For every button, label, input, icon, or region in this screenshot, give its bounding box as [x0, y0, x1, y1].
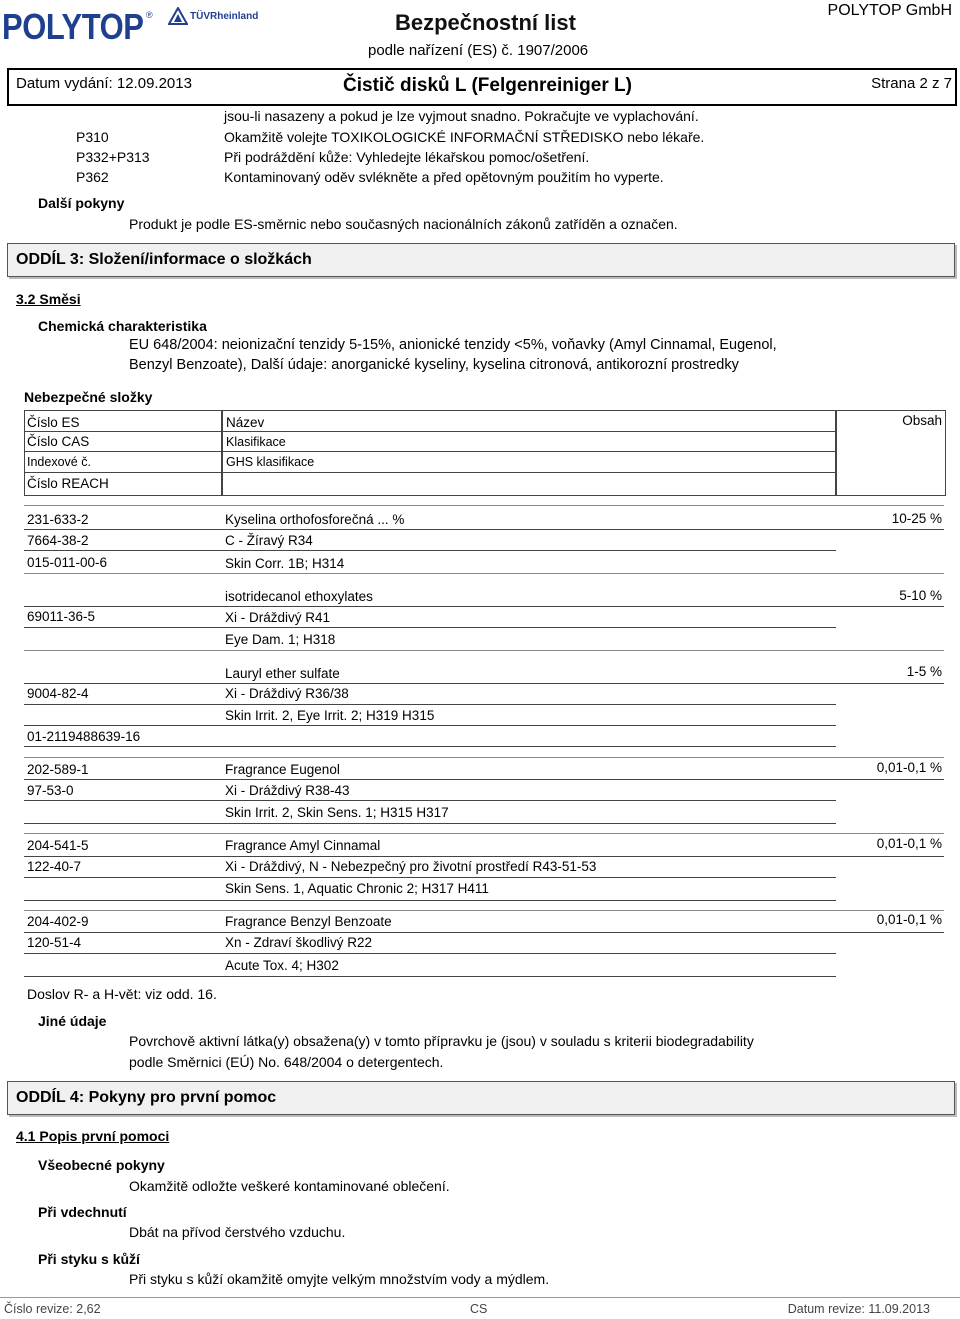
- row-divider: [222, 932, 836, 933]
- header-label: Obsah: [902, 413, 942, 428]
- row-divider: [24, 877, 222, 878]
- row-divider: [222, 704, 836, 705]
- row-divider: [222, 953, 836, 954]
- row-divider: [24, 683, 222, 684]
- component-name: isotridecanol ethoxylates: [225, 589, 373, 604]
- precaution-code: P310: [76, 129, 109, 145]
- content-range: 5-10 %: [899, 588, 942, 603]
- ec-number: 204-541-5: [27, 838, 89, 853]
- component-name: Fragrance Benzyl Benzoate: [225, 914, 392, 929]
- row-divider: [24, 757, 944, 758]
- row-divider: [24, 746, 222, 747]
- cas-number: 69011-36-5: [27, 609, 96, 624]
- precaution-text: jsou-li nasazeny a pokud je lze vyjmout snadno. Pokračujte ve vyplachování.: [224, 108, 699, 124]
- content-range: 0,01-0,1 %: [876, 912, 942, 927]
- company-name: POLYTOP GmbH: [827, 2, 952, 19]
- row-divider: [24, 932, 222, 933]
- component-name: Fragrance Amyl Cinnamal: [225, 838, 381, 853]
- classification: Xi - Dráždivý, N - Nebezpečný pro životní prostředí R43-51-53: [225, 859, 597, 874]
- chem-text-line: Benzyl Benzoate), Další údaje: anorganické kyseliny, kyselina citronová, antikorozní prostredky: [129, 357, 739, 373]
- header-label: Název: [226, 415, 265, 430]
- precaution-text: Při podráždění kůže: Vyhledejte lékařskou pomoc/ošetření.: [224, 149, 590, 165]
- row-divider: [222, 725, 836, 726]
- row-divider: [222, 683, 836, 684]
- ghs-classification: Skin Irrit. 2, Eye Irrit. 2; H319 H315: [225, 708, 435, 723]
- first-aid-text: Okamžitě odložte veškeré kontaminované oblečení.: [129, 1178, 450, 1194]
- cas-number: 7664-38-2: [27, 533, 89, 548]
- chem-label: Chemická charakteristika: [38, 318, 207, 334]
- classification: Xn - Zdraví škodlivý R22: [225, 935, 373, 950]
- row-divider: [836, 932, 944, 933]
- header-label: GHS klasifikace: [226, 455, 315, 469]
- row-divider: [24, 856, 222, 857]
- cas-number: 122-40-7: [27, 859, 82, 874]
- header-label: Číslo CAS: [27, 434, 90, 449]
- subsection-4-1: 4.1 Popis první pomoci: [16, 1128, 170, 1144]
- index-number: 015-011-00-6: [27, 555, 108, 570]
- row-divider: [24, 800, 222, 801]
- row-divider: [24, 833, 944, 834]
- header-label: Číslo ES: [27, 415, 80, 430]
- tuv-triangle-icon: [168, 7, 188, 25]
- ghs-classification: Skin Corr. 1B; H314: [225, 556, 345, 571]
- row-divider: [24, 650, 944, 651]
- section-4-header: [7, 1081, 955, 1115]
- row-divider: [222, 800, 836, 801]
- page-number: Strana 2 z 7: [871, 75, 952, 92]
- content-range: 1-5 %: [906, 664, 942, 679]
- row-divider: [222, 877, 836, 878]
- product-name: Čistič disků L (Felgenreiniger L): [343, 75, 632, 96]
- row-divider: [222, 823, 836, 824]
- classification: Xi - Dráždivý R38-43: [225, 783, 350, 798]
- cas-number: 97-53-0: [27, 783, 74, 798]
- row-divider: [24, 550, 222, 551]
- component-name: Lauryl ether sulfate: [225, 666, 340, 681]
- content-range: 0,01-0,1 %: [876, 836, 942, 851]
- row-divider: [24, 529, 222, 530]
- row-divider: [836, 779, 944, 780]
- chem-text-line: EU 648/2004: neionizační tenzidy 5-15%, anionické tenzidy <5%, voňavky (Amyl Cinnamal, Eugenol,: [129, 337, 777, 353]
- footer-divider: [0, 1297, 960, 1298]
- row-divider: [222, 606, 836, 607]
- row-divider: [222, 779, 836, 780]
- subsection-3-2: 3.2 Směsi: [16, 291, 81, 307]
- section-3-title: ODDÍL 3: Složení/informace o složkách: [16, 251, 312, 268]
- header-label: Indexové č.: [27, 455, 91, 469]
- row-divider: [836, 683, 944, 684]
- other-info-line: podle Směrnici (EÚ) No. 648/2004 o detergentech.: [129, 1054, 444, 1070]
- component-name: Kyselina orthofosforečná ... %: [225, 512, 405, 527]
- ghs-classification: Eye Dam. 1; H318: [225, 632, 336, 647]
- precaution-code: P332+P313: [76, 149, 150, 165]
- first-aid-text: Dbát na přívod čerstvého vzduchu.: [129, 1224, 346, 1240]
- r-h-footnote: Doslov R- a H-vět: viz odd. 16.: [27, 986, 217, 1002]
- row-divider: [222, 431, 836, 432]
- header-divider: [7, 68, 957, 70]
- row-divider: [24, 606, 222, 607]
- reach-number: 01-2119488639-16: [27, 729, 141, 744]
- row-divider: [222, 529, 836, 530]
- row-divider: [222, 976, 836, 977]
- row-divider: [222, 746, 836, 747]
- content-range: 0,01-0,1 %: [876, 760, 942, 775]
- first-aid-text: Při styku s kůží okamžitě omyjte velkým množstvím vody a mýdlem.: [129, 1271, 550, 1287]
- cas-number: 120-51-4: [27, 935, 82, 950]
- cas-number: 9004-82-4: [27, 686, 89, 701]
- content-range: 10-25 %: [891, 511, 942, 526]
- classification: Xi - Dráždivý R36/38: [225, 686, 349, 701]
- document-title: Bezpečnostní list: [395, 10, 576, 35]
- row-divider: [24, 823, 222, 824]
- row-divider: [222, 472, 836, 473]
- first-aid-label: Při vdechnutí: [38, 1204, 127, 1220]
- row-divider: [24, 704, 222, 705]
- classification: Xi - Dráždivý R41: [225, 610, 331, 625]
- row-divider: [222, 550, 836, 551]
- revision-number: Číslo revize: 2,62: [4, 1302, 101, 1316]
- row-divider: [222, 627, 836, 628]
- revision-date: Datum revize: 11.09.2013: [787, 1302, 930, 1316]
- row-divider: [24, 505, 944, 506]
- ec-number: 204-402-9: [27, 914, 89, 929]
- component-name: Fragrance Eugenol: [225, 762, 340, 777]
- row-divider: [222, 856, 836, 857]
- row-divider: [24, 472, 222, 473]
- row-divider: [836, 606, 944, 607]
- row-divider: [836, 529, 944, 530]
- document-subtitle: podle nařízení (ES) č. 1907/2006: [368, 42, 589, 59]
- row-divider: [222, 451, 836, 452]
- other-info-line: Povrchově aktivní látka(y) obsažena(y) v tomto přípravku je (jsou) v souladu s kriterii biodegradability: [129, 1033, 754, 1049]
- row-divider: [24, 900, 222, 901]
- polytop-logo: POLYTOP: [2, 6, 144, 47]
- section-4-title: ODDÍL 4: Pokyny pro první pomoc: [16, 1089, 277, 1106]
- first-aid-label: Všeobecné pokyny: [38, 1157, 165, 1173]
- ghs-classification: Skin Irrit. 2, Skin Sens. 1; H315 H317: [225, 805, 449, 820]
- precaution-text: Okamžitě volejte TOXIKOLOGICKÉ INFORMAČNÍ STŘEDISKO nebo lékaře.: [224, 129, 705, 145]
- component-row: [24, 505, 944, 573]
- row-divider: [24, 953, 222, 954]
- row-divider: [836, 856, 944, 857]
- row-divider: [24, 573, 944, 574]
- tuv-logo: TÜVRheinland: [190, 11, 259, 22]
- row-divider: [24, 725, 222, 726]
- header-cell-names: [222, 410, 836, 496]
- issue-date: Datum vydání: 12.09.2013: [16, 75, 192, 92]
- ghs-classification: Skin Sens. 1, Aquatic Chronic 2; H317 H411: [225, 881, 489, 896]
- language-code: CS: [470, 1302, 488, 1316]
- ec-number: 231-633-2: [27, 512, 89, 527]
- row-divider: [24, 910, 944, 911]
- hazard-components-label: Nebezpečné složky: [24, 389, 153, 405]
- first-aid-label: Při styku s kůží: [38, 1251, 140, 1267]
- header-label: Klasifikace: [226, 435, 286, 449]
- precaution-text: Kontaminovaný oděv svlékněte a před opětovným použitím ho vyperte.: [224, 169, 664, 185]
- row-divider: [24, 451, 222, 452]
- row-divider: [24, 627, 222, 628]
- row-divider: [24, 976, 222, 977]
- header-label: Číslo REACH: [27, 476, 109, 491]
- further-label: Další pokyny: [38, 195, 125, 211]
- section-3-header: [7, 243, 955, 277]
- ghs-classification: Acute Tox. 4; H302: [225, 958, 339, 973]
- further-text: Produkt je podle ES-směrnic nebo současných nacionálních zákonů zatříděn a označen.: [129, 216, 678, 232]
- classification: C - Žíravý R34: [225, 533, 313, 548]
- row-divider: [24, 779, 222, 780]
- registered-mark: ®: [146, 10, 153, 20]
- row-divider: [222, 900, 836, 901]
- row-divider: [24, 431, 222, 432]
- precaution-code: P362: [76, 169, 109, 185]
- other-info-label: Jiné údaje: [38, 1013, 107, 1029]
- ec-number: 202-589-1: [27, 762, 89, 777]
